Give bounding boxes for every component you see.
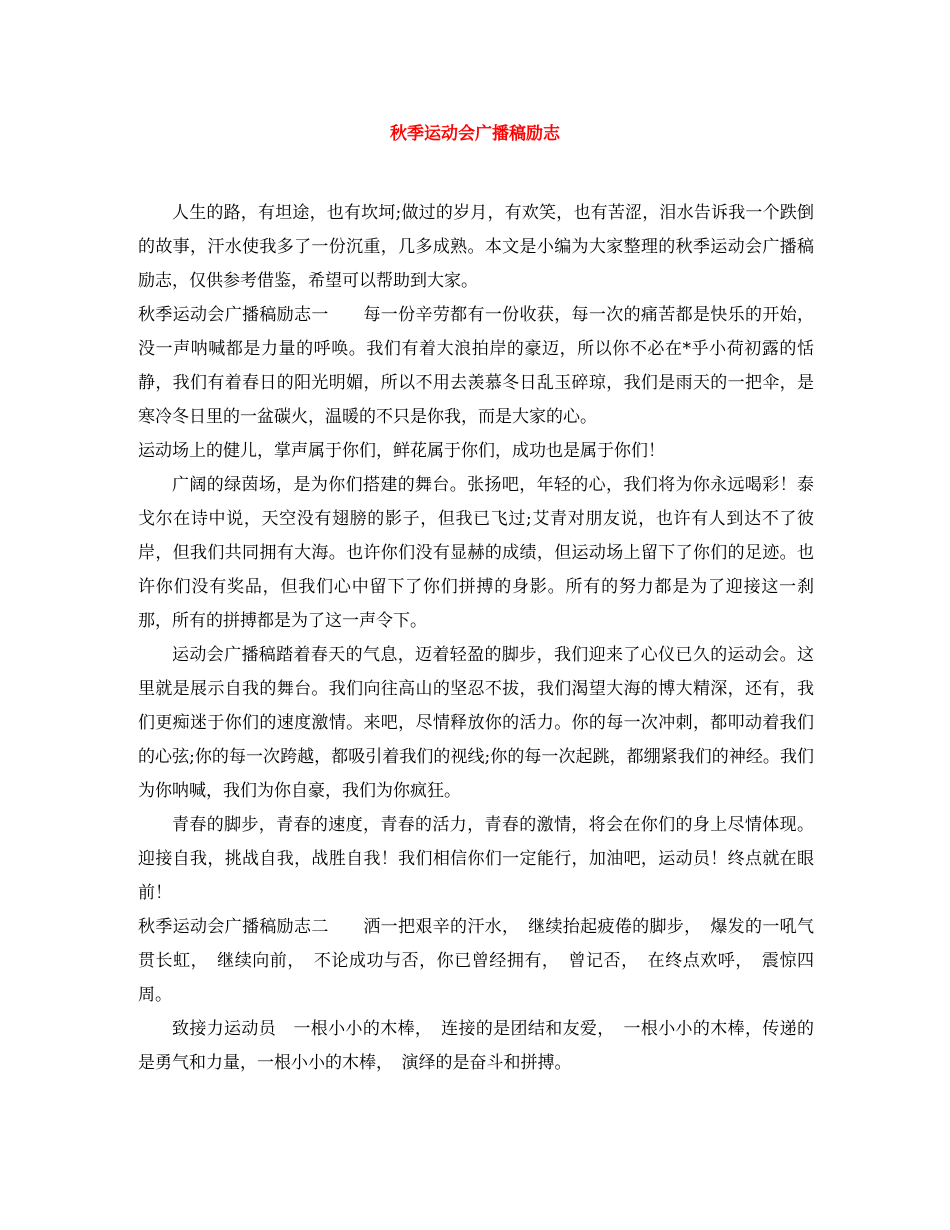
paragraph: 秋季运动会广播稿励志一 每一份辛劳都有一份收获，每一次的痛苦都是快乐的开始，没一声呐喊都是力量的呼唤。我们有着大浪拍岸的豪迈，所以你不必在*乎小荷初露的恬静，我们有着春日的阳光明媚，所以不用去羡慕冬日乱玉碎琼，我们是雨天的一把伞，是寒冷冬日里的一盆碳火，温暖的不只是你我，而是大家的心。: [138, 305, 814, 427]
document-body: [138, 196, 814, 1080]
paragraph: 致接力运动员 一根小小的木棒， 连接的是团结和友爱， 一根小小的木棒，传递的是勇气和力量，一根小小的木棒， 演绎的是奋斗和拼搏。: [138, 1019, 814, 1073]
paragraph: 秋季运动会广播稿励志二 洒一把艰辛的汗水， 继续抬起疲倦的脚步， 爆发的一吼气贯长虹， 继续向前， 不论成功与否，你已曾经拥有， 曾记否， 在终点欢呼， 震惊四周。: [138, 917, 814, 1005]
paragraph: 青春的脚步，青春的速度，青春的活力，青春的激情，将会在你们的身上尽情体现。迎接自我，挑战自我，战胜自我！我们相信你们一定能行，加油吧，运动员！终点就在眼前！: [138, 815, 814, 903]
paragraph: 广阔的绿茵场，是为你们搭建的舞台。张扬吧，年轻的心，我们将为你永远喝彩！泰戈尔在诗中说，天空没有翅膀的影子，但我已飞过;艾青对朋友说，也许有人到达不了彼岸，但我们共同拥有大海。也许你们没有显赫的成绩，但运动场上留下了你们的足迹。也许你们没有奖品，但我们心中留下了你们拼搏的身影。所有的努力都是为了迎接这一刹那，所有的拼搏都是为了这一声令下。: [138, 475, 814, 631]
document-title: 秋季运动会广播稿励志: [390, 124, 560, 144]
paragraph: 人生的路，有坦途，也有坎坷;做过的岁月，有欢笑，也有苦涩，泪水告诉我一个跌倒的故事，汗水使我多了一份沉重，几多成熟。本文是小编为大家整理的秋季运动会广播稿励志，仅供参考借鉴，希望可以帮助到大家。: [138, 203, 814, 291]
paragraph: 运动场上的健儿，掌声属于你们，鲜花属于你们，成功也是属于你们！: [138, 441, 665, 461]
paragraph: 运动会广播稿踏着春天的气息，迈着轻盈的脚步，我们迎来了心仪已久的运动会。这里就是展示自我的舞台。我们向往高山的坚忍不拔，我们渴望大海的博大精深，还有，我们更痴迷于你们的速度激情。来吧，尽情释放你的活力。你的每一次冲刺，都叩动着我们的心弦;你的每一次跨越，都吸引着我们的视线;你的每一次起跳，都绷紧我们的神经。我们为你呐喊，我们为你自豪，我们为你疯狂。: [138, 645, 814, 801]
